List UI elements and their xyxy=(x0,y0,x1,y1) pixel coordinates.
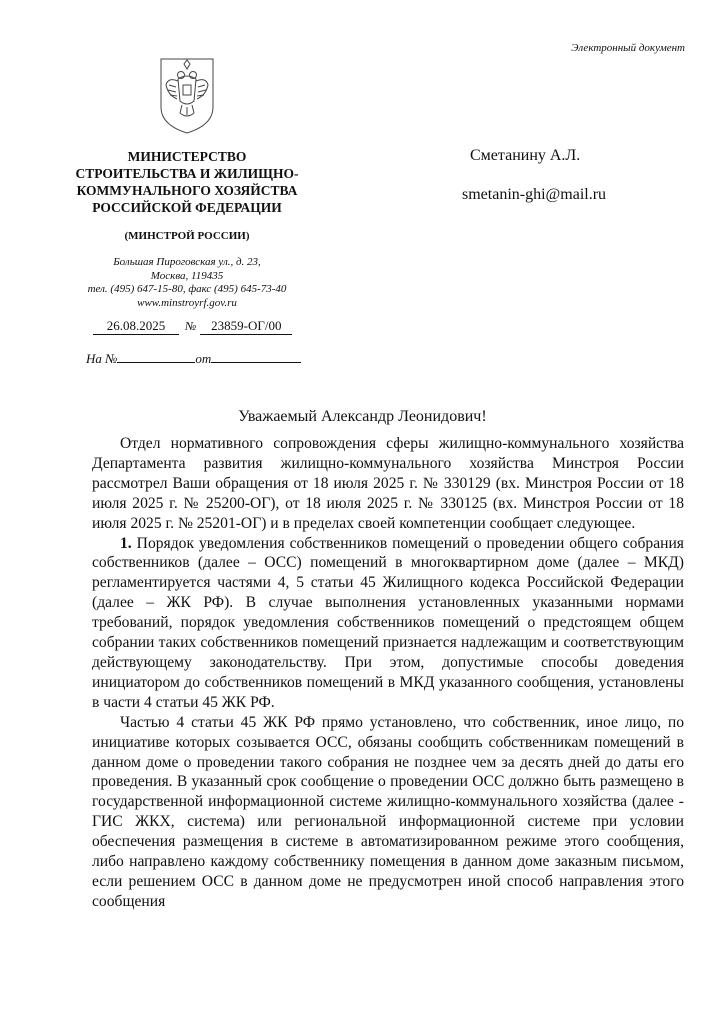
intro-paragraph: Отдел нормативного сопровождения сферы жилищно-коммунального хозяйства Департамента развития жилищно-коммунального хозяйства Минстроя России рассмотрел Ваши обращения от 18 июля 2025 г. № 330129 (вх. Минстроя России от 18 июля 2025 г. № 25200-ОГ), от 18 июля 2025 г. № 330125 (вх. Минстроя России от 18 июля 2025 г. № 25201-ОГ) и в пределах своей компетенции сообщает следующее. xyxy=(92,435,684,532)
registration-number: 23859-ОГ/00 xyxy=(200,318,292,335)
registration-line xyxy=(93,318,292,335)
ministry-name xyxy=(52,148,322,216)
paragraph-1 xyxy=(92,534,684,713)
address-website: www.minstroyrf.gov.ru xyxy=(137,296,237,309)
addressee-email: smetanin-ghi@mail.ru xyxy=(462,186,607,203)
address-phone: тел. (495) 647-15-80, факс (495) 645-73-40 xyxy=(87,283,287,296)
reference-number-blank xyxy=(117,350,195,363)
ministry-line: КОММУНАЛЬНОГО ХОЗЯЙСТВА xyxy=(76,183,298,198)
reference-date-blank xyxy=(211,350,301,363)
number-sign: № xyxy=(185,319,197,333)
paragraph-1-text: Порядок уведомления собственников помещений о проведении общего собрания собственников (далее – ОСС) помещений в многоквартирном доме (далее – МКД) регламентируется частями 4, 5 статьи 45 Жилищного кодекса Российской Федерации (далее – ЖК РФ). В случае выполнения установленных указанными нормами требований, порядок уведомления собственников помещений о предстоящем общем собрании таких собственников помещений признается надлежащим и соответствующим действующему законодательству. При этом, допустимые способы доведения инициатором до собственников помещений в МКД указанного сообщения, установлены в части 4 статьи 45 ЖК РФ. xyxy=(92,534,684,711)
ministry-line: МИНИСТЕРСТВО xyxy=(127,149,247,164)
reference-line xyxy=(86,350,301,367)
registration-date: 26.08.2025 xyxy=(93,318,179,335)
address-line: Большая Пироговская ул., д. 23, xyxy=(113,256,261,268)
letter-body xyxy=(92,434,684,912)
address-line: Москва, 119435 xyxy=(150,269,224,282)
ministry-line: РОССИЙСКОЙ ФЕДЕРАЦИИ xyxy=(92,200,282,215)
addressee-name: Сметанину А.Л. xyxy=(470,147,581,164)
paragraph-2: Частью 4 статьи 45 ЖК РФ прямо установлено, что собственник, иное лицо, по инициативе которых созывается ОСС, обязаны сообщить собственникам помещений в данном доме о проведении такого собрания не позднее чем за десять дней до даты его проведения. В указанный срок сообщение о проведении ОСС должно быть размещено в государственной информационной системе жилищно-коммунального хозяйства (далее - ГИС ЖКХ, система) или региональной информационной системе при условии обеспечения размещения в системе в автоматизированном режиме этого сообщения, либо направлено каждому собственнику помещения в данном доме заказным письмом, если решением ОСС в данном доме не предусмотрен иной способ направления этого сообщения xyxy=(92,713,684,910)
coat-of-arms-emblem xyxy=(158,55,216,135)
ministry-address xyxy=(52,256,322,310)
reference-from-label: от xyxy=(195,351,212,366)
paragraph-number: 1. xyxy=(120,534,132,552)
salutation: Уважаемый Александр Леонидович! xyxy=(238,408,487,425)
ministry-short-name: (МИНСТРОЙ РОССИИ) xyxy=(124,230,250,242)
ministry-line: СТРОИТЕЛЬСТВА И ЖИЛИЩНО- xyxy=(75,166,299,181)
electronic-document-label: Электронный документ xyxy=(571,42,685,54)
reference-label: На № xyxy=(86,351,118,366)
